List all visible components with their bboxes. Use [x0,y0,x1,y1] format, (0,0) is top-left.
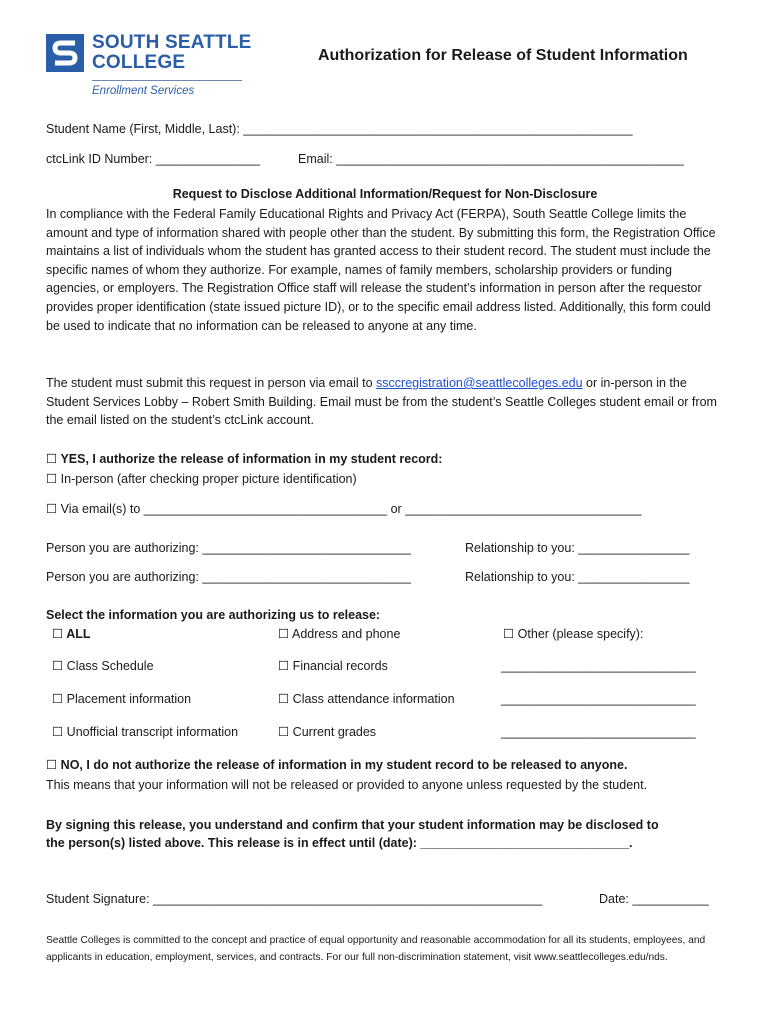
ctclink-id-field[interactable]: ctcLink ID Number: _______________ [46,152,261,166]
other-specify-field-2[interactable]: ____________________________ [501,692,696,706]
student-name-field[interactable]: Student Name (First, Middle, Last): ________________________________________________________ [46,122,633,136]
agreement-line-1: By signing this release, you understand and confirm that your student information may be disclosed to [46,818,659,832]
logo-divider [92,80,242,81]
request-heading: Request to Disclose Additional Information/Request for Non-Disclosure [172,187,598,201]
registration-email-link[interactable]: ssccregistration@seattlecolleges.edu [376,376,583,390]
in-person-checkbox[interactable]: ☐ In-person (after checking proper picture identification) [46,472,357,486]
form-title: Authorization for Release of Student Information [318,47,688,64]
college-logo-icon [46,34,84,72]
person-authorizing-field-1[interactable]: Person you are authorizing: ______________________________ [46,541,411,555]
college-name-line2: COLLEGE [92,52,186,73]
other-specify-field-3[interactable]: ____________________________ [501,725,696,739]
no-authorize-note: This means that your information will not be released or provided to anyone unless requested by the student. [46,778,648,792]
relationship-field-2[interactable]: Relationship to you: ________________ [465,570,690,584]
submission-text-post: or in-person in the Student Services Lobby – Robert Smith Building. Email must be from the student’s Seattle Colleges student email or from the email listed on the student’s ctcLink account. [46,376,717,428]
email-field[interactable]: Email: __________________________________________________ [298,152,684,166]
other-specify-field-1[interactable]: ____________________________ [501,659,696,673]
other-checkbox[interactable]: ☐ Other (please specify): [503,627,644,641]
address-phone-checkbox[interactable]: ☐ Address and phone [278,627,401,641]
college-name-line1: SOUTH SEATTLE [92,32,252,53]
relationship-field-1[interactable]: Relationship to you: ________________ [465,541,690,555]
all-checkbox[interactable]: ☐ ALL [52,627,91,641]
class-schedule-checkbox[interactable]: ☐ Class Schedule [52,659,154,673]
college-name [92,33,252,73]
yes-authorize-checkbox[interactable]: ☐ YES, I authorize the release of information in my student record: [46,452,443,466]
submission-text-pre: The student must submit this request in person via email to [46,376,377,390]
nondiscrimination-statement: Seattle Colleges is committed to the concept and practice of equal opportunity and reasonable accommodation for all its students, employees, and applicants in education, employment, services, and contracts. For our full non-discrimination statement, visit www.seattlecolleges.edu/nds. [46,935,706,963]
current-grades-checkbox[interactable]: ☐ Current grades [278,725,377,739]
no-authorize-checkbox[interactable]: ☐ NO, I do not authorize the release of information in my student record to be released to anyone. [46,758,628,772]
department-name: Enrollment Services [92,85,195,97]
class-attendance-checkbox[interactable]: ☐ Class attendance information [278,692,455,706]
submission-paragraph [46,374,726,430]
placement-info-checkbox[interactable]: ☐ Placement information [52,692,192,706]
release-until-date-field[interactable]: the person(s) listed above. This release is in effect until (date): ______________________________. [46,836,633,850]
student-signature-field[interactable]: Student Signature: ________________________________________________________ [46,892,543,906]
via-email-checkbox[interactable]: ☐ Via email(s) to ___________________________________ or __________________________________ [46,502,642,516]
ferpa-paragraph: In compliance with the Federal Family Educational Rights and Privacy Act (FERPA), South Seattle College limits the amount and type of information shared with people other than the student. By submitting this form, the Registration Office maintains a list of individuals whom the student has granted access to their student record. The student must include the specific names of whom they authorize. For example, names of family members, scholarship providers or funding agencies, or employers. The Registration Office staff will release the student’s information in person after the requestor provides proper identification (state issued picture ID), or to the specific email address listed. Additionally, this form could be used to indicate that no information can be released to anyone at any time. [46,207,716,333]
signature-date-field[interactable]: Date: ___________ [599,892,709,906]
unofficial-transcript-checkbox[interactable]: ☐ Unofficial transcript information [52,725,239,739]
person-authorizing-field-2[interactable]: Person you are authorizing: ______________________________ [46,570,411,584]
financial-records-checkbox[interactable]: ☐ Financial records [278,659,388,673]
select-info-heading: Select the information you are authorizing us to release: [46,608,381,622]
